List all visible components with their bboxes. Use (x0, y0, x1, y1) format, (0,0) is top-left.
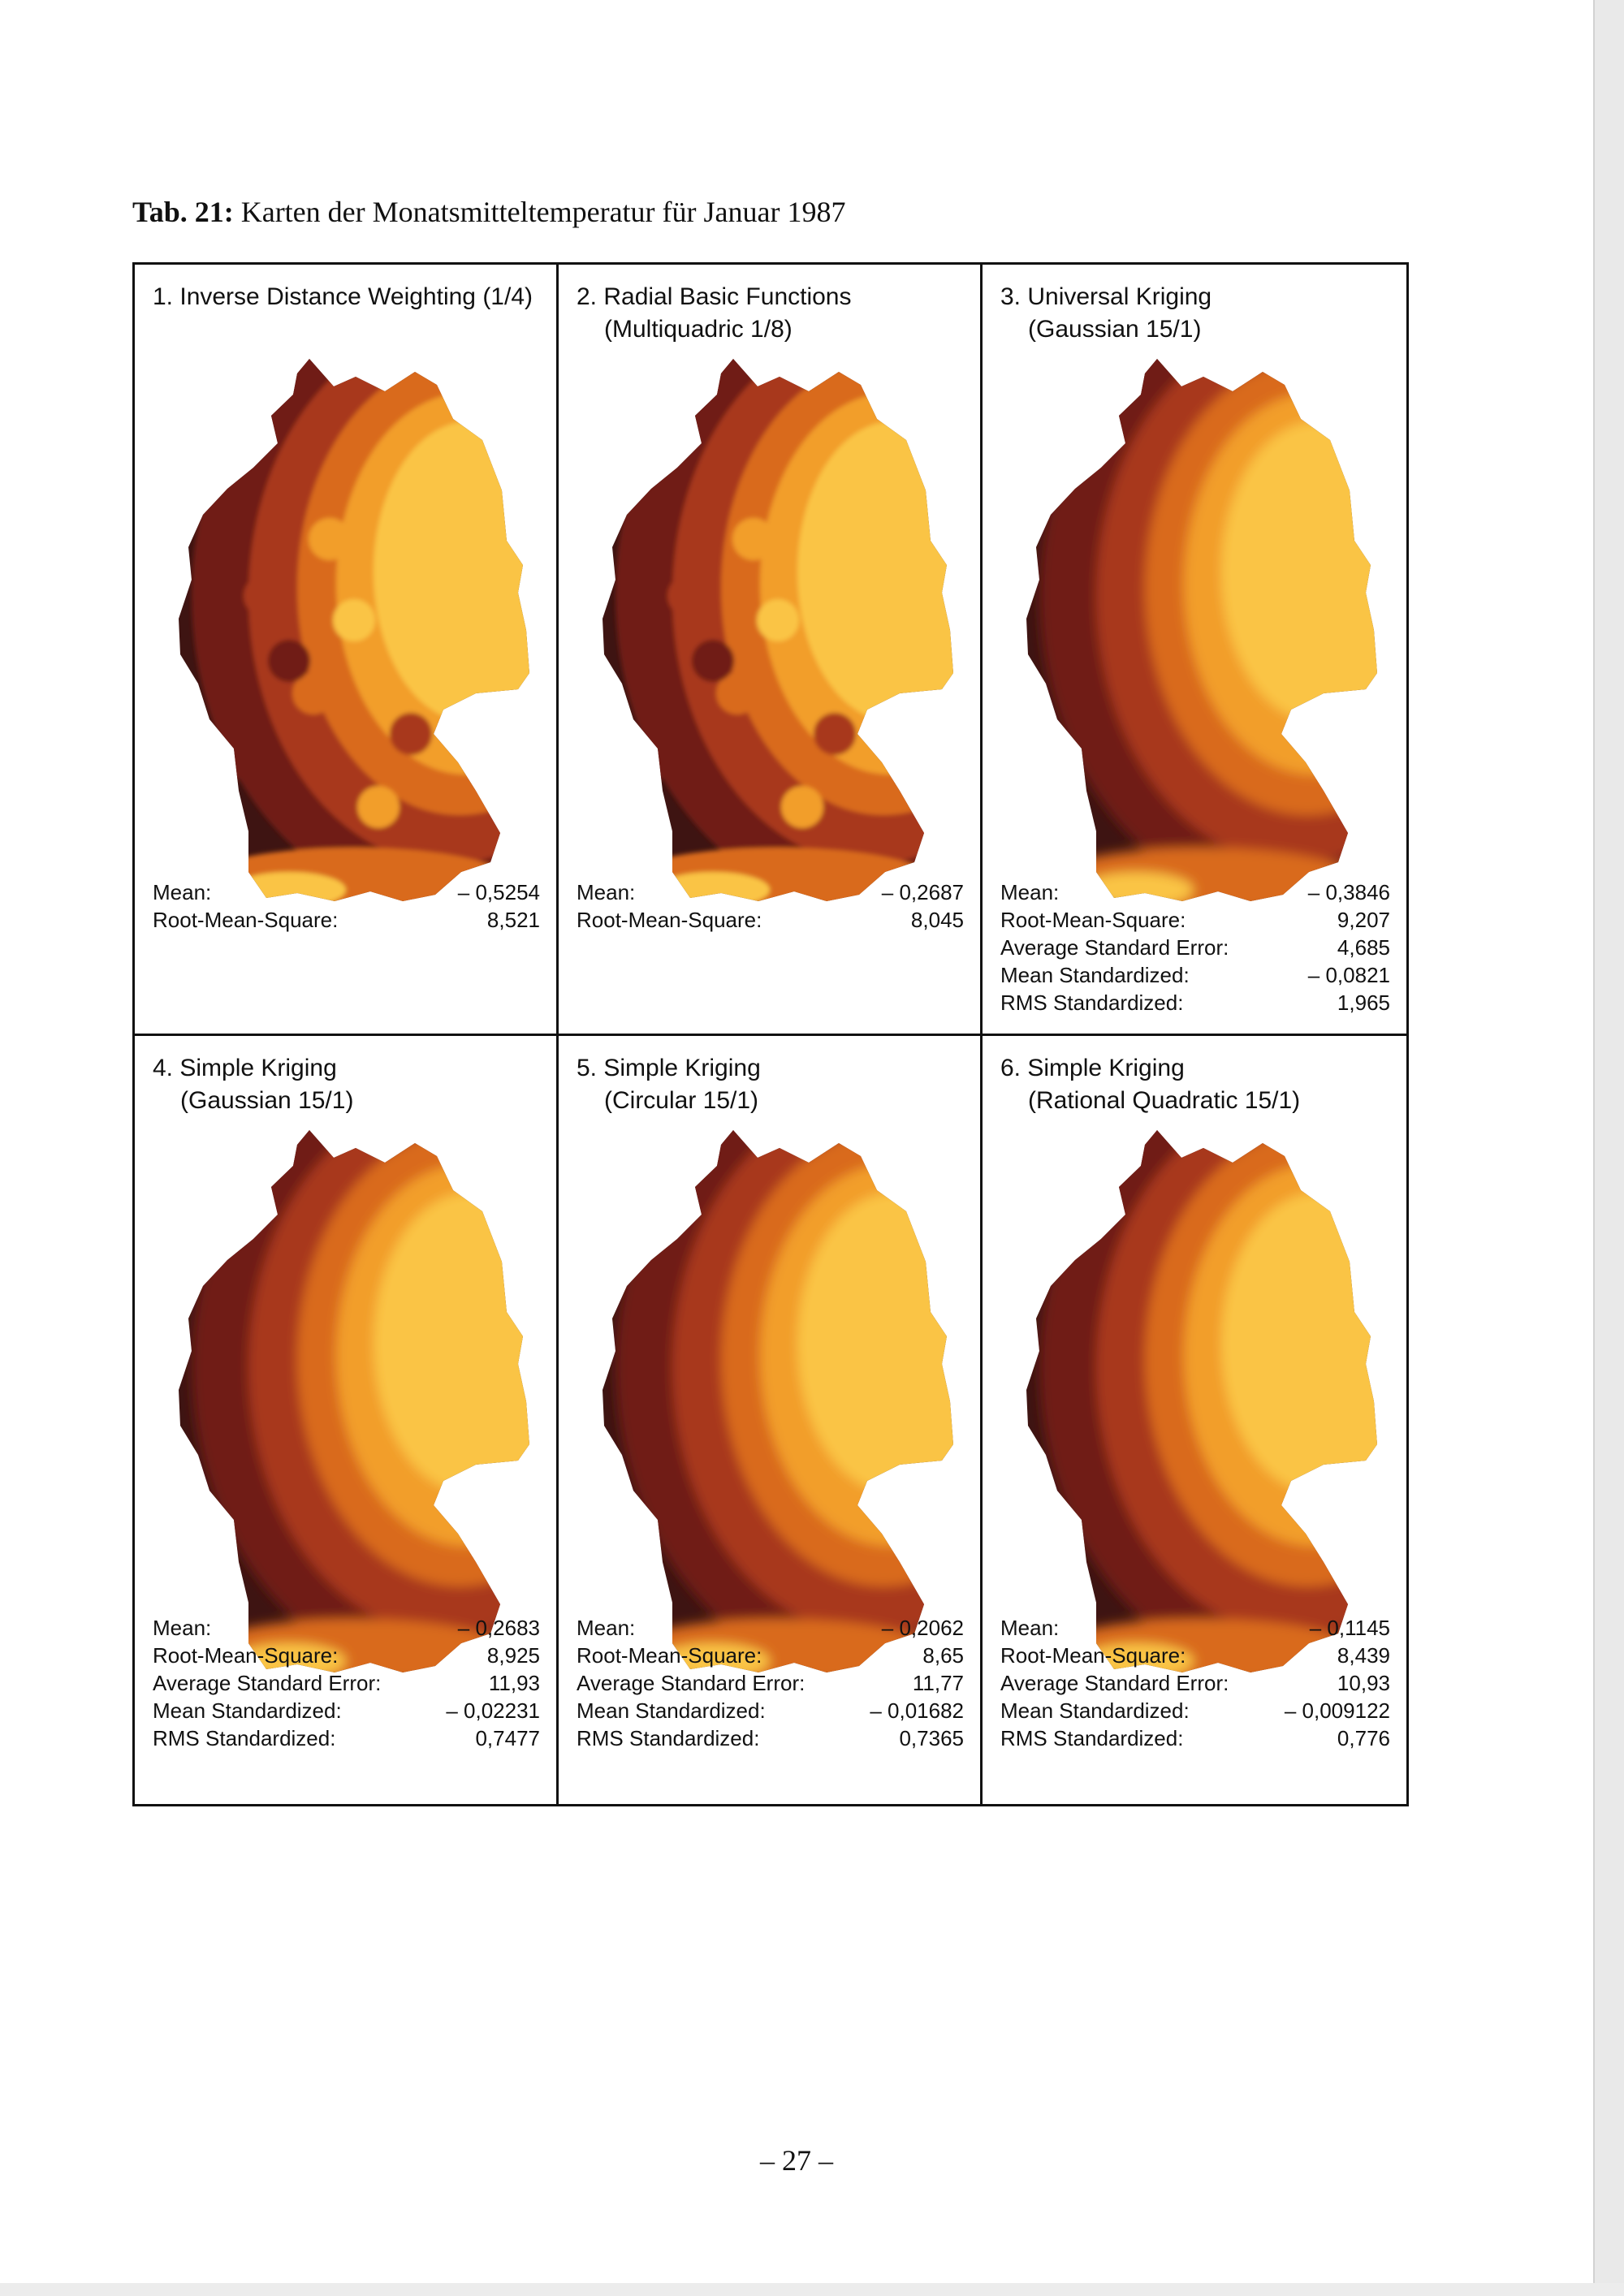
stat-value: – 0,2687 (881, 880, 964, 904)
stat-row (1000, 1669, 1390, 1697)
page-number: – 27 – (760, 2144, 833, 2177)
map-panel (559, 265, 983, 1036)
stat-value: – 0,0821 (1307, 963, 1390, 987)
stat-row (577, 878, 964, 906)
map-panel (559, 1036, 983, 1804)
panel-title-line2: (Gaussian 15/1) (1028, 316, 1202, 343)
stat-row (577, 1642, 964, 1669)
stat-value: 11,77 (912, 1671, 964, 1695)
stat-label: Mean: (1000, 1616, 1060, 1640)
panel-title (1000, 281, 1397, 346)
stat-row (153, 1669, 540, 1697)
stat-row (577, 906, 964, 934)
stat-label: Root-Mean-Square: (1000, 908, 1186, 932)
caption-text: Karten der Monatsmitteltemperatur für Januar 1987 (240, 196, 846, 228)
stat-label: Mean: (153, 880, 212, 904)
map-panel (983, 1036, 1406, 1804)
stat-label: Mean: (577, 880, 636, 904)
stat-label: Mean: (153, 1616, 212, 1640)
panel-title-line2: (Gaussian 15/1) (180, 1087, 354, 1114)
stat-value: 9,207 (1337, 908, 1390, 932)
temperature-map (591, 352, 973, 913)
stat-value: 4,685 (1337, 935, 1390, 960)
panel-title (153, 1052, 546, 1117)
stat-value: 1,965 (1337, 990, 1390, 1015)
panel-title-line1: 6. Simple Kriging (1000, 1055, 1185, 1081)
panel-title-line2: (Circular 15/1) (604, 1087, 759, 1114)
stat-value: 0,7365 (899, 1726, 964, 1750)
panel-title (153, 281, 546, 313)
panel-title-line1: 5. Simple Kriging (577, 1055, 761, 1081)
page-edge (1593, 0, 1624, 2296)
stat-row (153, 1642, 540, 1669)
stat-value: 8,439 (1337, 1643, 1390, 1668)
temperature-map (591, 1124, 973, 1684)
stat-label: Mean Standardized: (153, 1698, 342, 1723)
panel-title-line1: 1. Inverse Distance Weighting (1/4) (153, 283, 533, 310)
panel-title-line2: (Rational Quadratic 15/1) (1028, 1087, 1301, 1114)
page-bottom-edge (0, 2283, 1624, 2296)
stat-value: – 0,2062 (881, 1616, 964, 1640)
panel-title (577, 281, 970, 346)
panel-stats (577, 878, 964, 934)
panel-title (1000, 1052, 1397, 1117)
stat-label: Average Standard Error: (1000, 935, 1229, 960)
stat-row (1000, 878, 1390, 906)
stat-row (153, 906, 540, 934)
stat-row (153, 1697, 540, 1724)
panel-stats (577, 1614, 964, 1752)
temperature-map (1015, 352, 1397, 913)
stat-label: Mean Standardized: (1000, 1698, 1190, 1723)
map-panel (135, 265, 559, 1036)
stat-value: – 0,1145 (1309, 1616, 1390, 1640)
stat-row (1000, 1724, 1390, 1752)
stat-value: 0,7477 (475, 1726, 540, 1750)
stat-value: 8,65 (922, 1643, 964, 1668)
stat-label: Root-Mean-Square: (1000, 1643, 1186, 1668)
stat-label: Root-Mean-Square: (577, 1643, 762, 1668)
stat-value: – 0,2683 (457, 1616, 540, 1640)
stat-label: RMS Standardized: (577, 1726, 760, 1750)
stat-value: 10,93 (1337, 1671, 1390, 1695)
stat-row (153, 1614, 540, 1642)
stat-row (1000, 989, 1390, 1016)
stat-label: Mean: (1000, 880, 1060, 904)
stat-label: RMS Standardized: (1000, 1726, 1184, 1750)
temperature-map (167, 1124, 549, 1684)
stat-label: Mean Standardized: (1000, 963, 1190, 987)
table-caption (132, 195, 845, 229)
map-panel (135, 1036, 559, 1804)
stat-value: – 0,3846 (1307, 880, 1390, 904)
stat-value: 0,776 (1337, 1726, 1390, 1750)
stat-row (1000, 934, 1390, 961)
caption-label: Tab. 21: (132, 196, 234, 228)
panel-title-line1: 4. Simple Kriging (153, 1055, 337, 1081)
stat-value: 8,925 (486, 1643, 540, 1668)
stat-row (577, 1669, 964, 1697)
stat-value: 11,93 (488, 1671, 540, 1695)
stat-row (577, 1724, 964, 1752)
stat-label: Average Standard Error: (1000, 1671, 1229, 1695)
stat-row (577, 1697, 964, 1724)
stat-label: RMS Standardized: (153, 1726, 336, 1750)
temperature-map (167, 352, 549, 913)
panel-title (577, 1052, 970, 1117)
stat-label: Mean Standardized: (577, 1698, 766, 1723)
map-panel (983, 265, 1406, 1036)
stat-row (153, 878, 540, 906)
stat-value: – 0,009122 (1284, 1698, 1390, 1723)
panel-stats (153, 1614, 540, 1752)
stat-value: – 0,02231 (446, 1698, 540, 1723)
stat-row (577, 1614, 964, 1642)
stat-label: Average Standard Error: (577, 1671, 806, 1695)
stat-row (1000, 961, 1390, 989)
stat-value: – 0,01682 (870, 1698, 964, 1723)
map-table (132, 262, 1409, 1806)
panel-title-line1: 2. Radial Basic Functions (577, 283, 852, 310)
panel-stats (1000, 878, 1390, 1016)
stat-value: 8,045 (910, 908, 964, 932)
stat-label: RMS Standardized: (1000, 990, 1184, 1015)
panel-title-line2: (Multiquadric 1/8) (604, 316, 793, 343)
panel-stats (153, 878, 540, 934)
temperature-map (1015, 1124, 1397, 1684)
stat-label: Root-Mean-Square: (153, 1643, 339, 1668)
stat-value: 8,521 (486, 908, 540, 932)
stat-label: Root-Mean-Square: (577, 908, 762, 932)
stat-row (1000, 1614, 1390, 1642)
stat-row (1000, 906, 1390, 934)
panel-title-line1: 3. Universal Kriging (1000, 283, 1212, 310)
panel-stats (1000, 1614, 1390, 1752)
stat-row (1000, 1697, 1390, 1724)
stat-label: Root-Mean-Square: (153, 908, 339, 932)
stat-row (153, 1724, 540, 1752)
stat-value: – 0,5254 (457, 880, 540, 904)
stat-row (1000, 1642, 1390, 1669)
stat-label: Mean: (577, 1616, 636, 1640)
stat-label: Average Standard Error: (153, 1671, 382, 1695)
